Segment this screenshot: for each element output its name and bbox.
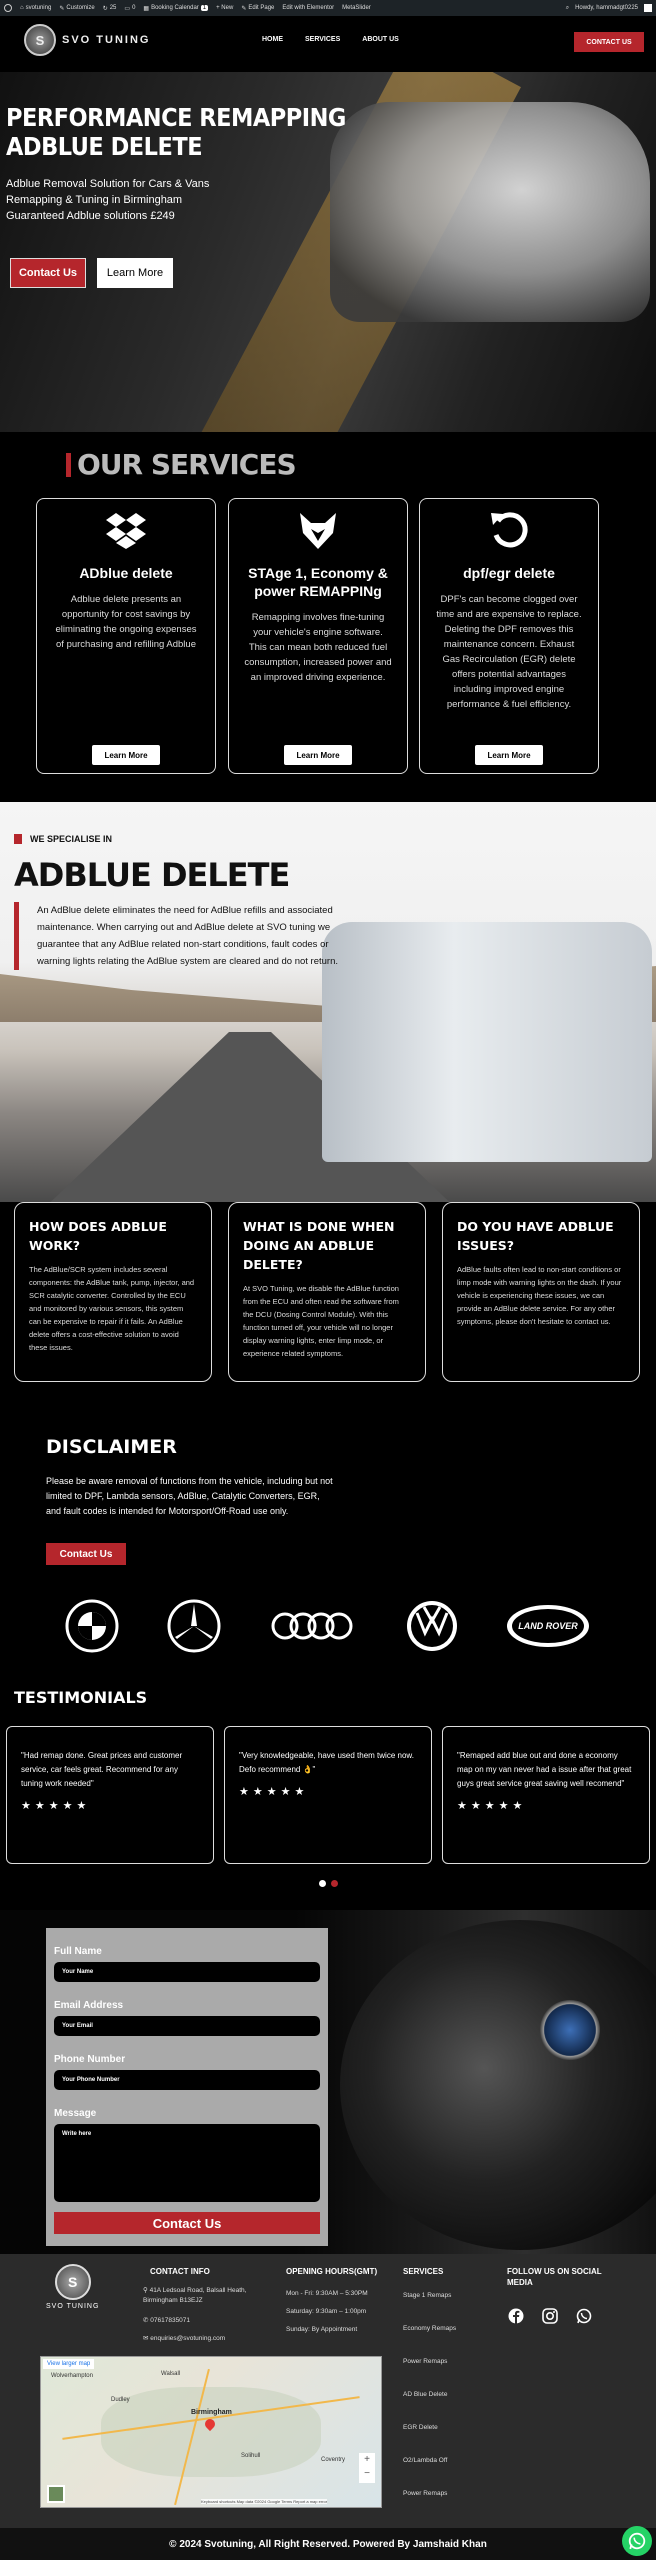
faq-card-what xyxy=(228,1202,426,1382)
services-heading-text: OUR SERVICES xyxy=(77,448,296,481)
car-emblem-image xyxy=(540,2000,600,2060)
footer-hours-saturday: Saturday: 9:30am – 1:00pm xyxy=(286,2308,367,2315)
admin-comments[interactable]: ▭ 0 xyxy=(124,5,136,12)
hero-title-line2: ADBLUE DELETE xyxy=(6,132,203,161)
service-card-text: Remapping involves fine-tuning your vehicle's engine software. This can mean both reduced fuel consumption, increased power and an improved driving experience. xyxy=(244,612,392,683)
phone-input[interactable]: Your Phone Number xyxy=(54,2070,320,2090)
map-label: Solihull xyxy=(241,2453,261,2459)
hero-title xyxy=(6,103,346,161)
map-label: Coventry xyxy=(321,2457,346,2463)
whatsapp-float-button[interactable] xyxy=(622,2526,652,2556)
footer-hours-sunday: Sunday: By Appointment xyxy=(286,2326,358,2333)
admin-booking-calendar[interactable]: ▦ Booking Calendar 1 xyxy=(143,5,207,12)
email-input[interactable]: Your Email xyxy=(54,2016,320,2036)
footer-service-link[interactable]: Power Remaps xyxy=(403,2490,448,2497)
testimonial-card xyxy=(224,1726,432,1864)
footer-logo-text: SVO TUNING xyxy=(46,2303,100,2310)
zoom-out-icon[interactable]: − xyxy=(364,2468,370,2479)
site-header xyxy=(0,16,656,72)
hero-car-image xyxy=(330,102,650,322)
footer-email-text: enquiries@svotuning.com xyxy=(150,2335,226,2342)
rating-stars: ★★★★★ xyxy=(239,1786,309,1798)
zoom-in-icon[interactable]: + xyxy=(364,2454,370,2465)
footer-service-link[interactable]: EGR Delete xyxy=(403,2424,438,2431)
admin-edit-page[interactable]: ✎ Edit Page xyxy=(241,5,275,12)
mail-icon: ✉ xyxy=(143,2335,151,2342)
admin-search-icon[interactable]: ⌕ xyxy=(565,4,570,11)
services-heading xyxy=(66,448,296,481)
map-label: Wolverhampton xyxy=(51,2373,93,2379)
footer-services-heading: SERVICES xyxy=(403,2267,444,2276)
specialise-label-text: WE SPECIALISE IN xyxy=(30,834,113,844)
copyright-bar: © 2024 Svotuning, All Right Reserved. Powered By Jamshaid Khan xyxy=(0,2528,656,2560)
wordpress-icon xyxy=(4,4,12,12)
service-card-title: dpf/egr delete xyxy=(463,565,555,581)
map-view-larger-link[interactable]: View larger map xyxy=(43,2359,94,2369)
hero-subtitle xyxy=(6,176,326,224)
admin-metaslider[interactable]: MetaSlider xyxy=(342,5,371,11)
admin-greeting[interactable]: Howdy, hammadgt0225 xyxy=(575,5,638,11)
testimonial-quote: "Had remap done. Great prices and customer service, car feels great. Recommend for any tuning work needed" xyxy=(21,1751,183,1788)
admin-booking-label: Booking Calendar xyxy=(151,5,199,11)
testimonial-quote: "Very knowledgeable, have used them twice now. Defo recommend 👌" xyxy=(239,1751,414,1774)
nav-services[interactable]: SERVICES xyxy=(305,36,341,43)
whatsapp-icon xyxy=(628,2532,646,2550)
phone-label: Phone Number xyxy=(54,2054,126,2065)
hero-learn-more-button[interactable]: Learn More xyxy=(97,258,173,288)
header-contact-button[interactable]: CONTACT US xyxy=(574,32,644,52)
carousel-dot-1[interactable] xyxy=(319,1880,326,1887)
map-layer-toggle[interactable] xyxy=(47,2485,65,2503)
testimonial-quote: "Remaped add blue out and done a economy map on my van never had a issue after that great guys great service great saving well recomend" xyxy=(457,1751,632,1788)
specialise-text: An AdBlue delete eliminates the need for AdBlue refills and associated maintenance. When carrying out and AdBlue delete at SVO tuning we guarantee that any AdBlue related non-start conditions, fault codes or warning lights relating the AdBlue system are cleared and do not return. xyxy=(14,902,354,970)
hero-contact-button[interactable]: Contact Us xyxy=(10,258,86,288)
faq-card-how xyxy=(14,1202,212,1382)
hero-sub-line3: Guaranteed Adblue solutions £249 xyxy=(6,210,175,222)
main-nav xyxy=(262,36,399,43)
map-label: Walsall xyxy=(161,2371,181,2377)
footer-service-link[interactable]: Power Remaps xyxy=(403,2358,448,2365)
map-label: Dudley xyxy=(111,2397,130,2403)
logo-emblem-icon: S xyxy=(24,24,56,56)
name-label: Full Name xyxy=(54,1946,102,1957)
faq-card-issues xyxy=(442,1202,640,1382)
name-input[interactable]: Your Name xyxy=(54,1962,320,1982)
map-label: Birmingham xyxy=(191,2409,232,2416)
footer-hours-heading: OPENING HOURS(GMT) xyxy=(286,2267,378,2276)
van-image xyxy=(322,922,652,1162)
footer-logo[interactable] xyxy=(46,2264,99,2310)
footer-hours-weekday: Mon - Fri: 9:30AM – 5:30PM xyxy=(286,2290,368,2297)
faq-title: HOW DOES ADBLUE WORK? xyxy=(29,1219,167,1253)
disclaimer-title: DISCLAIMER xyxy=(46,1436,177,1458)
hero-sub-line2: Remapping & Tuning in Birmingham xyxy=(6,194,183,206)
dropbox-icon xyxy=(105,509,147,551)
rating-stars: ★★★★★ xyxy=(457,1800,527,1812)
service-card-text: DPF's can become clogged over time and are expensive to replace. Deleting the DPF removes this maintenance concern. Exhaust Gas Recirculation (EGR) delete offers potential advantages including improved engine performance & fuel efficiency. xyxy=(436,594,582,710)
nav-home[interactable]: HOME xyxy=(262,36,283,43)
footer-social-heading: FOLLOW US ON SOCIAL MEDIA xyxy=(507,2267,602,2287)
map-urban-area xyxy=(101,2387,321,2477)
undo-icon xyxy=(488,509,530,551)
footer-address-text: 41A Ledsoal Road, Balsall Heath, Birmingham B13EJZ xyxy=(143,2287,247,2304)
form-submit-button[interactable]: Contact Us xyxy=(54,2212,320,2234)
admin-updates[interactable]: ↻ 25 xyxy=(102,5,117,12)
service-card-text: Adblue delete presents an opportunity for cost savings by eliminating the ongoing expenses of purchasing and refilling Adblue xyxy=(55,594,197,650)
admin-bar xyxy=(0,0,656,16)
admin-booking-badge: 1 xyxy=(202,5,207,11)
hero-sub-line1: Adblue Removal Solution for Cars & Vans xyxy=(6,178,210,190)
faq-text: The AdBlue/SCR system includes several components: the AdBlue tank, pump, injector, and SCR catalytic converter. Controlled by the ECU and monitored by various sensors, this system can be expensive to repair if it fails. An AdBlue delete offers a cost-effective solution to avoid these issues. xyxy=(29,1265,195,1352)
hero-title-line1: PERFORMANCE REMAPPING xyxy=(6,103,346,132)
map-attribution: Keyboard shortcuts Map data ©2024 Google Terms Report a map error xyxy=(201,2499,328,2504)
footer-service-link[interactable]: Stage 1 Remaps xyxy=(403,2292,452,2299)
admin-wp-logo[interactable] xyxy=(4,4,12,12)
service-card-title: STAge 1, Economy & power REMAPPINg xyxy=(248,565,388,599)
faq-title: WHAT IS DONE WHEN DOING AN ADBLUE DELETE? xyxy=(243,1219,395,1272)
footer-phone-text: 07617835071 xyxy=(150,2317,191,2324)
footer-email[interactable] xyxy=(143,2334,225,2342)
admin-updates-count: 25 xyxy=(109,5,117,11)
admin-customize[interactable]: ✎ Customize xyxy=(59,5,95,12)
rating-stars: ★★★★★ xyxy=(21,1800,91,1812)
facebook-icon[interactable] xyxy=(508,2308,524,2324)
faq-text: At SVO Tuning, we disable the AdBlue function from the ECU and often read the software from the DCU (Dosing Control Module). With this function turned off, your vehicle will no longer display warning lights, enter limp mode, or experience related symptoms. xyxy=(243,1284,399,1358)
carousel-dot-2[interactable] xyxy=(331,1880,338,1887)
footer-phone[interactable] xyxy=(143,2316,190,2324)
instagram-icon[interactable] xyxy=(542,2308,558,2324)
admin-customize-label: Customize xyxy=(66,5,95,11)
phone-icon: ✆ xyxy=(143,2317,151,2324)
faq-title: DO YOU HAVE ADBLUE ISSUES? xyxy=(457,1219,614,1253)
testimonials-title: TESTIMONIALS xyxy=(14,1688,148,1707)
heading-accent-bar xyxy=(66,453,71,477)
admin-site-label: svotuning xyxy=(25,5,52,11)
faq-text: AdBlue faults often lead to non-start conditions or limp mode with warning lights on the dash. If your vehicle is experiencing these issues, we can provide an AdBlue delete service. For any other symptoms, please don't hesitate to contact us. xyxy=(457,1265,622,1326)
car-hood-image xyxy=(340,1920,656,2250)
footer-address xyxy=(143,2286,267,2306)
testimonial-card xyxy=(442,1726,650,1864)
admin-site-name[interactable]: ⌂ svotuning xyxy=(20,5,52,11)
land-rover-logo-text: LAND ROVER xyxy=(512,1609,584,1643)
email-label: Email Address xyxy=(54,2000,124,2011)
service-card-adblue xyxy=(36,498,216,774)
specialise-label xyxy=(14,834,112,844)
footer-service-link[interactable]: Economy Remaps xyxy=(403,2325,457,2332)
disclaimer-text: Please be aware removal of functions from the vehicle, including but not limited to DPF, Lambda sensors, AdBlue, Catalytic Converters, EGR, and fault codes is intended for Motorsport/Off-Road use only. xyxy=(46,1476,333,1516)
admin-comments-count: 0 xyxy=(132,5,136,11)
service-card-dpf xyxy=(419,498,599,774)
audi-logo xyxy=(270,1598,356,1654)
map-zoom-control[interactable] xyxy=(359,2453,375,2483)
footer-service-link[interactable]: AD Blue Delete xyxy=(403,2391,448,2398)
admin-avatar[interactable] xyxy=(644,4,652,12)
footer-service-link[interactable]: O2/Lambda Off xyxy=(403,2457,448,2464)
footer-contact-heading: CONTACT INFO xyxy=(150,2267,210,2276)
service-card-title: ADblue delete xyxy=(79,565,173,581)
admin-edit-page-label: Edit Page xyxy=(248,5,275,11)
location-icon: ⚲ xyxy=(143,2287,150,2294)
site-logo[interactable] xyxy=(24,24,150,56)
bmw-logo xyxy=(64,1598,120,1654)
land-rover-logo xyxy=(506,1598,590,1654)
volkswagen-logo xyxy=(404,1598,460,1654)
whatsapp-icon[interactable] xyxy=(576,2308,592,2324)
service-learn-more-button[interactable]: Learn More xyxy=(475,745,543,765)
google-map[interactable] xyxy=(40,2356,382,2508)
service-learn-more-button[interactable]: Learn More xyxy=(92,745,160,765)
service-card-remap xyxy=(228,498,408,774)
mercedes-logo xyxy=(166,1598,222,1654)
admin-edit-elementor[interactable]: Edit with Elementor xyxy=(282,5,335,11)
disclaimer-contact-button[interactable]: Contact Us xyxy=(46,1543,126,1565)
specialise-title: ADBLUE DELETE xyxy=(14,856,290,894)
admin-new[interactable]: + New xyxy=(216,5,234,11)
testimonial-card xyxy=(6,1726,214,1864)
service-learn-more-button[interactable]: Learn More xyxy=(284,745,352,765)
logo-text: SVO TUNING xyxy=(62,34,151,46)
fox-icon xyxy=(297,509,339,551)
nav-about[interactable]: ABOUT US xyxy=(362,36,399,43)
message-label: Message xyxy=(54,2108,97,2119)
message-textarea[interactable]: Write here xyxy=(54,2124,320,2202)
label-accent xyxy=(14,834,22,844)
footer-logo-emblem-icon: S xyxy=(55,2264,91,2300)
